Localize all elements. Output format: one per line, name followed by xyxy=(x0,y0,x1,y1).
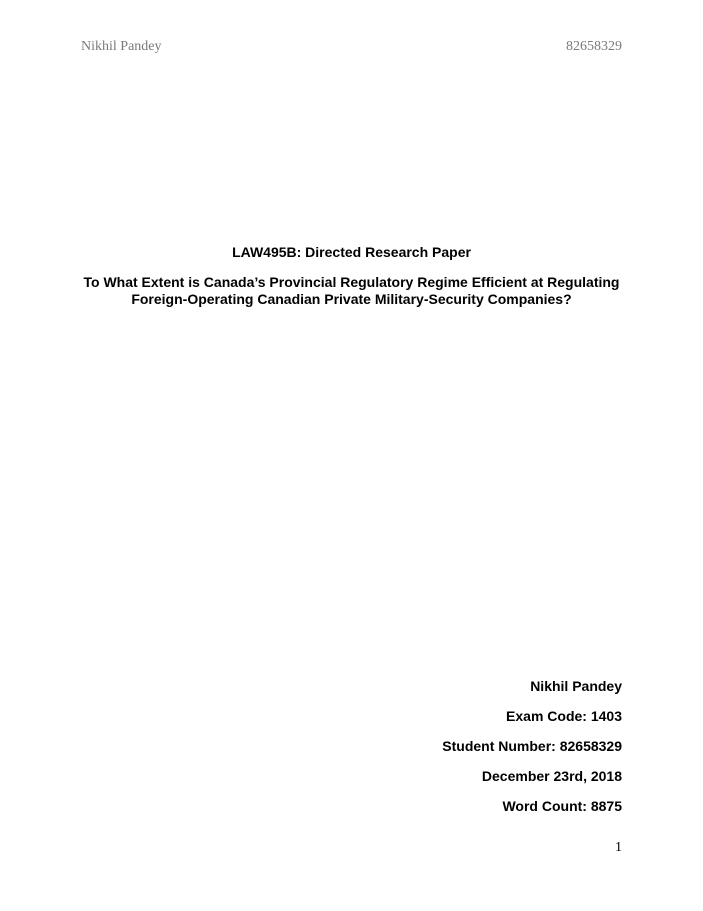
submission-date: December 23rd, 2018 xyxy=(481,768,622,784)
paper-subtitle xyxy=(60,274,643,308)
student-number: Student Number: 82658329 xyxy=(442,738,622,754)
subtitle-line-2: Foreign-Operating Canadian Private Military-Security Companies? xyxy=(131,291,572,307)
word-count: Word Count: 8875 xyxy=(502,798,622,814)
page-number: 1 xyxy=(615,840,622,855)
paper-title: LAW495B: Directed Research Paper xyxy=(232,244,471,260)
header-author: Nikhil Pandey xyxy=(81,39,162,54)
author-name: Nikhil Pandey xyxy=(530,678,622,694)
subtitle-line-1: To What Extent is Canada’s Provincial Regulatory Regime Efficient at Regulating xyxy=(83,274,620,290)
author-info-block xyxy=(442,677,622,827)
header-student-id: 82658329 xyxy=(566,39,622,54)
exam-code: Exam Code: 1403 xyxy=(506,708,622,724)
